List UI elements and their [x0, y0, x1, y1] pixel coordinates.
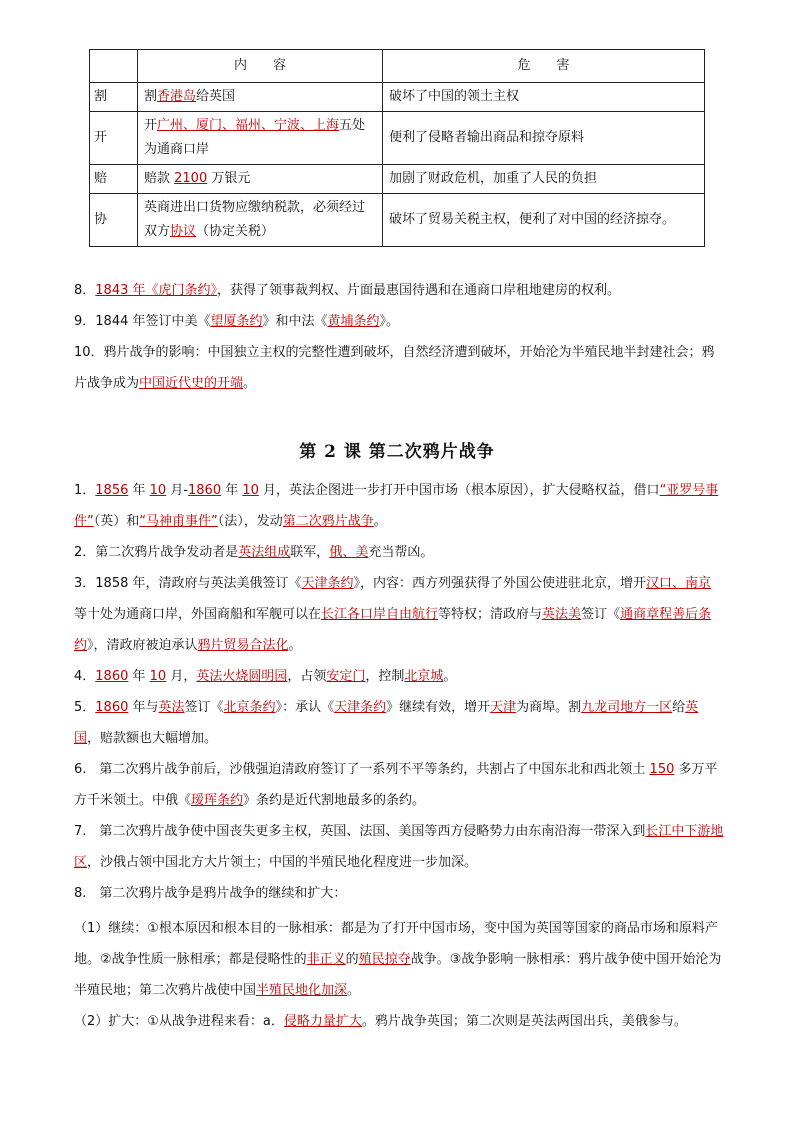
text-run: 五处为通商口岸 — [144, 118, 366, 157]
key-term: 1860 — [95, 669, 129, 684]
text-run: 等特权；清政府与 — [438, 607, 543, 622]
text-run: 月， — [166, 669, 197, 684]
text-run: 9．1844 年签订中美《 — [74, 314, 211, 329]
key-term: 1860 — [188, 483, 222, 498]
table-row — [90, 165, 705, 194]
text-run: （2）扩大：①从战争进程来看：a． — [74, 1014, 284, 1029]
text-run: 联军， — [290, 545, 330, 560]
text-run: 5． — [74, 700, 96, 715]
text-run: 为商埠。割 — [516, 700, 582, 715]
text-run: 》。 — [379, 314, 400, 329]
para-l2-2 — [74, 537, 724, 568]
key-term: 侵略力量扩大 — [283, 1014, 362, 1029]
key-term: 广州、厦门、福州、宁波、上海 — [157, 118, 340, 133]
para-9 — [74, 306, 724, 337]
key-term: 第二次鸦片战争 — [282, 514, 374, 529]
treaty-table — [89, 49, 705, 247]
text-run: 年 — [221, 483, 243, 498]
para-l2-8-2 — [74, 1006, 724, 1037]
key-term: 安定门 — [326, 669, 366, 684]
key-term: 英法组成 — [238, 545, 291, 560]
para-l2-1 — [74, 475, 724, 537]
text-run: 万银元 — [207, 171, 251, 186]
key-term: 1843 年《虎门条约》 — [95, 283, 217, 298]
key-term: 10 — [149, 483, 167, 498]
para-l2-6 — [74, 754, 724, 816]
text-run: ，占领 — [287, 669, 327, 684]
key-term: 长江各口岸自由航行 — [321, 607, 439, 622]
key-term: “亚罗号事件” — [74, 483, 719, 529]
header-harm: 危 害 — [383, 50, 705, 83]
text-run: 签订《 — [581, 607, 621, 622]
key-term: 英国 — [74, 700, 699, 746]
text-run: （法），发动 — [217, 514, 283, 529]
text-run: 2．第二次鸦片战争发动者是 — [74, 545, 239, 560]
table-row — [90, 112, 705, 165]
key-term: 汉口、南京 — [646, 576, 712, 591]
text-run: 》：承认《 — [275, 700, 335, 715]
key-term: 长江中下游地区 — [74, 824, 724, 870]
text-run: 。 — [243, 376, 257, 391]
row-key: 赔 — [90, 165, 138, 194]
text-run: ，沙俄占领中国北方大片领土；中国的半殖民地化程度进一步加深。 — [87, 855, 478, 870]
key-term: 北京条约 — [223, 700, 276, 715]
text-run: 赔款 — [144, 171, 175, 186]
key-term: 通商章程善后条约 — [74, 607, 712, 653]
text-run: 8. 第二次鸦片战争是鸦片战争的继续和扩大： — [74, 886, 347, 901]
text-run: （1）继续：①根本原因和根本目的一脉相承：都是为了打开中国市场，变中国为英国等国家的商品市场和原料产地。②战争性质一脉相承；都是侵略性的 — [74, 921, 718, 967]
text-run: 月- — [166, 483, 189, 498]
key-term: 九龙司地方一区 — [581, 700, 673, 715]
text-run: 充当帮凶。 — [368, 545, 434, 560]
text-run: 1． — [74, 483, 96, 498]
key-term: 北京城 — [404, 669, 444, 684]
text-run: ，控制 — [365, 669, 405, 684]
key-term: 望厦条约 — [210, 314, 263, 329]
row-harm: 破坏了中国的领土主权 — [383, 83, 705, 112]
key-term: 中国近代史的开端 — [139, 376, 244, 391]
lesson-title: 第 2 课 第二次鸦片战争 — [299, 442, 495, 462]
key-term: 1856 — [95, 483, 129, 498]
text-run: 。 — [443, 669, 457, 684]
para-10 — [74, 337, 724, 399]
text-run: 。鸦片战争英国；第二次则是英法两国出兵，美俄参与。 — [361, 1014, 687, 1029]
row-content — [138, 112, 383, 165]
text-run: 。 — [288, 638, 302, 653]
row-key: 协 — [90, 194, 138, 247]
text-run: 给英国 — [196, 89, 236, 104]
text-run: 年 — [128, 483, 150, 498]
text-run: 4． — [74, 669, 96, 684]
para-l2-8-1 — [74, 913, 724, 1006]
key-term: 天津 — [490, 700, 517, 715]
text-run: 英商进出口货物应缴纳税款，必须经过双方 — [144, 200, 366, 239]
row-key: 开 — [90, 112, 138, 165]
text-run: 。 — [373, 514, 387, 529]
text-run: 签订《 — [184, 700, 224, 715]
row-content — [138, 83, 383, 112]
text-run: 》条约是近代割地最多的条约。 — [243, 793, 426, 808]
row-harm: 加剧了财政危机，加重了人民的负担 — [383, 165, 705, 194]
text-run: 》继续有效，增开 — [386, 700, 491, 715]
header-content: 内 容 — [138, 50, 383, 83]
text-run: 。 — [347, 983, 361, 998]
key-term: 香港岛 — [157, 89, 197, 104]
key-term: 天津条约 — [301, 576, 354, 591]
key-term: 非正义 — [306, 952, 346, 967]
text-run: 年 — [128, 669, 150, 684]
text-run: （英）和 — [93, 514, 140, 529]
text-run: 8． — [74, 283, 96, 298]
key-term: 英法美 — [542, 607, 582, 622]
table-header-row — [90, 50, 705, 83]
text-run: 开 — [144, 118, 158, 133]
text-run: 多万平方千米领土。中俄《 — [74, 762, 718, 808]
text-run: 》，内容：西方列强获得了外国公使进驻北京，增开 — [353, 576, 647, 591]
text-run: 战争。③战争影响一脉相承：鸦片战争使中国开始沦为半殖民地；第二次鸦片战使中国 — [74, 952, 722, 998]
key-term: 半殖民地化加深 — [256, 983, 348, 998]
text-run: 的 — [345, 952, 359, 967]
key-term: 俄、美 — [329, 545, 369, 560]
para-l2-4 — [74, 661, 724, 692]
text-run: 等十处为通商口岸，外国商船和军舰可以在 — [74, 607, 322, 622]
row-harm: 便利了侵略者输出商品和掠夺原料 — [383, 112, 705, 165]
row-content — [138, 194, 383, 247]
text-run: 6. 第二次鸦片战争前后，沙俄强迫清政府签订了一系列不平等条约，共割占了中国东北和西北领土 — [74, 762, 650, 777]
text-run: 给 — [672, 700, 686, 715]
row-key: 割 — [90, 83, 138, 112]
text-run: 年与 — [128, 700, 159, 715]
text-run: 7. 第二次鸦片战争使中国丧失更多主权，英国、法国、美国等西方侵略势力由东南沿海一带深入到 — [74, 824, 646, 839]
key-term: 英法火烧圆明园 — [196, 669, 288, 684]
text-run: 月，英法企图进一步打开中国市场（根本原因），扩大侵略权益，借口 — [258, 483, 660, 498]
row-harm: 破坏了贸易关税主权，便利了对中国的经济掠夺。 — [383, 194, 705, 247]
key-term: 瑷珲条约 — [191, 793, 244, 808]
para-8 — [74, 275, 724, 306]
row-content — [138, 165, 383, 194]
key-term: 鸦片贸易合法化 — [197, 638, 289, 653]
text-run: ，获得了领事裁判权、片面最惠国待遇和在通商口岸租地建房的权利。 — [217, 283, 621, 298]
para-l2-7 — [74, 816, 724, 878]
text-run: 》和中法《 — [262, 314, 328, 329]
text-run: 10．鸦片战争的影响：中国独立主权的完整性遭到破坏，自然经济遭到破坏，开始沦为半殖民地半封建社会；鸦片战争成为 — [74, 345, 715, 391]
key-term: 殖民掠夺 — [358, 952, 411, 967]
para-l2-3 — [74, 568, 724, 661]
key-term: 150 — [649, 762, 675, 777]
key-term: 黄埔条约 — [327, 314, 380, 329]
key-term: 英法 — [158, 700, 185, 715]
key-term: 2100 — [174, 171, 208, 186]
text-run: 》，清政府被迫承认 — [87, 638, 198, 653]
header-blank — [90, 50, 138, 83]
para-l2-5 — [74, 692, 724, 754]
text-run: ，赔款额也大幅增加。 — [87, 731, 218, 746]
text-run: 割 — [144, 89, 158, 104]
text-run: （协定关税） — [196, 224, 275, 239]
key-term: 协议 — [170, 224, 197, 239]
key-term: “马神甫事件” — [139, 514, 218, 529]
key-term: 天津条约 — [334, 700, 387, 715]
text-run: 3．1858 年，清政府与英法美俄签订《 — [74, 576, 302, 591]
key-term: 10 — [242, 483, 259, 498]
table-row — [90, 83, 705, 112]
table-row — [90, 194, 705, 247]
key-term: 1860 — [95, 700, 129, 715]
key-term: 10 — [149, 669, 167, 684]
para-l2-8 — [74, 878, 724, 909]
